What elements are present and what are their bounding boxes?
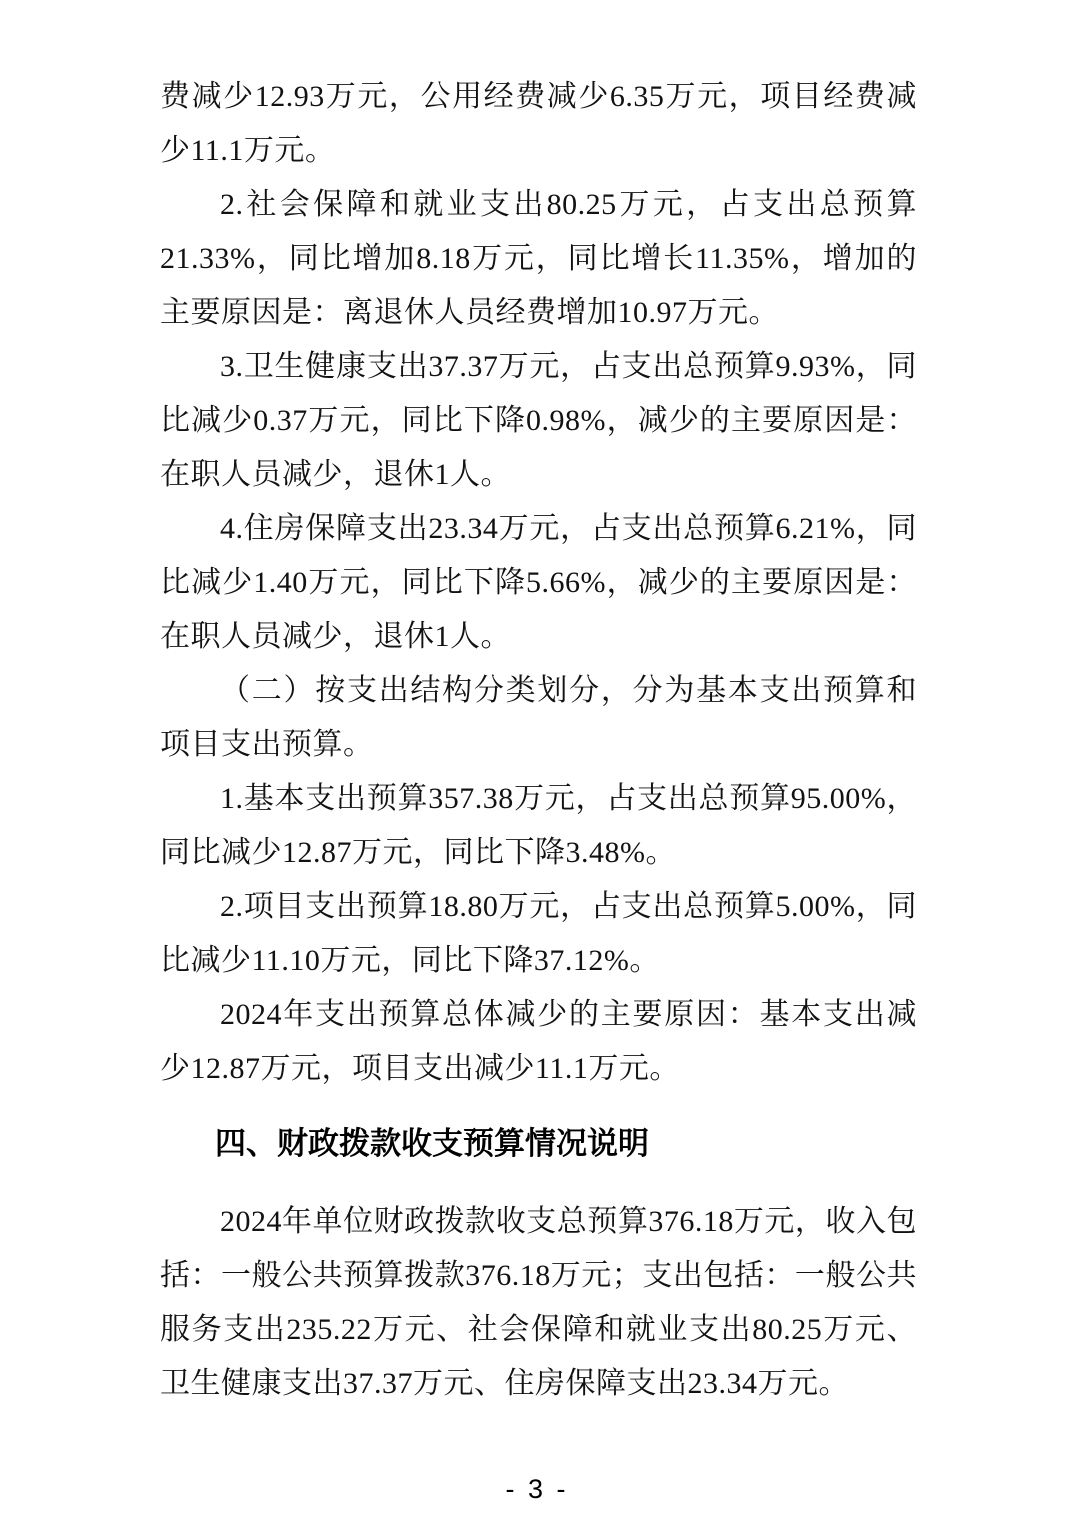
section-heading: 四、财政拨款收支预算情况说明 — [215, 1126, 649, 1161]
paragraph-project-expenditure: 2.项目支出预算18.80万元，占支出总预算5.00%，同比减少11.10万元，同比下降37.12%。 — [160, 890, 917, 977]
paragraph-item-housing: 4.住房保障支出23.34万元，占支出总预算6.21%，同比减少1.40万元，同比下降5.66%，减少的主要原因是：在职人员减少，退休1人。 — [160, 512, 917, 653]
page-number: - 3 - — [505, 1474, 569, 1504]
page-content — [160, 70, 917, 1411]
paragraph-item-social-security: 2.社会保障和就业支出80.25万元，占支出总预算21.33%，同比增加8.18万元，同比增长11.35%，增加的主要原因是：离退休人员经费增加10.97万元。 — [160, 188, 917, 329]
paragraph-decrease-reason: 2024年支出预算总体减少的主要原因：基本支出减少12.87万元，项目支出减少11.1万元。 — [160, 998, 917, 1085]
paragraph-fiscal-appropriation-summary: 2024年单位财政拨款收支总预算376.18万元，收入包括：一般公共预算拨款376.18万元；支出包括：一般公共服务支出235.22万元、社会保障和就业支出80.25万元、卫生健康支出37.37万元、住房保障支出23.34万元。 — [160, 1205, 917, 1400]
paragraph-item-health: 3.卫生健康支出37.37万元，占支出总预算9.93%，同比减少0.37万元，同比下降0.98%，减少的主要原因是：在职人员减少，退休1人。 — [160, 350, 917, 491]
paragraph-continuation: 费减少12.93万元，公用经费减少6.35万元，项目经费减少11.1万元。 — [160, 80, 917, 167]
paragraph-basic-expenditure: 1.基本支出预算357.38万元，占支出总预算95.00%，同比减少12.87万元，同比下降3.48%。 — [160, 782, 917, 869]
paragraph-structure-classification: （二）按支出结构分类划分，分为基本支出预算和项目支出预算。 — [160, 674, 917, 761]
